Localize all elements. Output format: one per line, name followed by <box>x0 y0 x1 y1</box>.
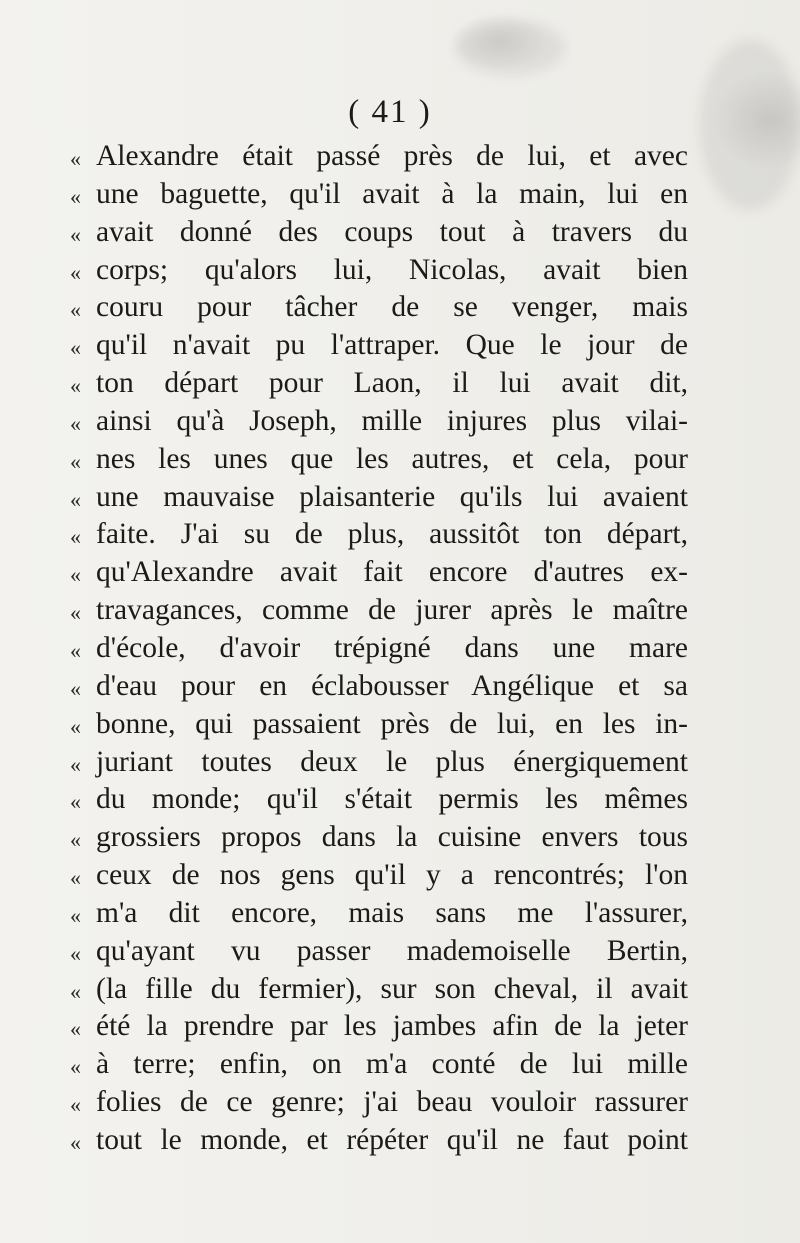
text-line-content: bonne, qui passaient près de lui, en les in- <box>96 707 688 740</box>
text-line <box>70 365 688 403</box>
guillemet-mark: « <box>70 221 81 247</box>
guillemet-mark: « <box>70 751 81 777</box>
text-line <box>70 327 688 365</box>
text-line-content: d'école, d'avoir trépigné dans une mare <box>96 631 688 664</box>
text-line-content: ton départ pour Laon, il lui avait dit, <box>96 367 688 400</box>
text-line <box>70 252 688 290</box>
text-line-content: faite. J'ai su de plus, aussitôt ton départ, <box>96 518 688 551</box>
text-line <box>70 214 688 252</box>
text-line-content: ainsi qu'à Joseph, mille injures plus vilai- <box>96 404 688 437</box>
text-line <box>70 971 688 1009</box>
guillemet-mark: « <box>70 902 81 928</box>
text-line <box>70 1046 688 1084</box>
text-line <box>70 138 688 176</box>
text-line <box>70 781 688 819</box>
guillemet-mark: « <box>70 637 81 663</box>
text-line-content: du monde; qu'il s'était permis les mêmes <box>96 783 688 816</box>
text-line <box>70 592 688 630</box>
text-line-content: folies de ce genre; j'ai beau vouloir rassurer <box>96 1086 688 1119</box>
paper-stain <box>455 20 565 75</box>
text-line <box>70 706 688 744</box>
text-line-content: grossiers propos dans la cuisine envers tous <box>96 821 688 854</box>
page-number: ( 41 ) <box>348 94 432 130</box>
guillemet-mark: « <box>70 1054 81 1080</box>
guillemet-mark: « <box>70 524 81 550</box>
text-line <box>70 1122 688 1160</box>
text-line-content: qu'il n'avait pu l'attraper. Que le jour de <box>96 329 688 362</box>
guillemet-mark: « <box>70 713 81 739</box>
text-line <box>70 1008 688 1046</box>
guillemet-mark: « <box>70 675 81 701</box>
guillemet-mark: « <box>70 1016 81 1042</box>
text-line-content: ceux de nos gens qu'il y a rencontrés; l'on <box>96 859 688 892</box>
text-line-content: été la prendre par les jambes afin de la jeter <box>96 1010 688 1043</box>
guillemet-mark: « <box>70 146 81 171</box>
guillemet-mark: « <box>70 297 81 323</box>
guillemet-mark: « <box>70 600 81 626</box>
guillemet-mark: « <box>70 562 81 588</box>
text-line <box>70 895 688 933</box>
text-line-content: d'eau pour en éclabousser Angélique et sa <box>96 669 688 702</box>
text-line <box>70 668 688 706</box>
text-line-content: qu'Alexandre avait fait encore d'autres ex- <box>96 556 688 589</box>
text-line <box>70 516 688 554</box>
guillemet-mark: « <box>70 1092 81 1118</box>
text-line-content: qu'ayant vu passer mademoiselle Bertin, <box>96 934 688 967</box>
text-line-content: une mauvaise plaisanterie qu'ils lui avaient <box>96 480 688 513</box>
text-line-content: à terre; enfin, on m'a conté de lui mille <box>96 1048 688 1081</box>
text-line-content: avait donné des coups tout à travers du <box>96 215 688 248</box>
text-line <box>70 441 688 479</box>
guillemet-mark: « <box>70 1129 81 1155</box>
guillemet-mark: « <box>70 827 81 853</box>
text-line <box>70 176 688 214</box>
guillemet-mark: « <box>70 183 81 209</box>
text-line <box>70 819 688 857</box>
guillemet-mark: « <box>70 373 81 399</box>
guillemet-mark: « <box>70 940 81 966</box>
guillemet-mark: « <box>70 448 81 474</box>
body-text <box>70 138 688 1160</box>
text-line-content: corps; qu'alors lui, Nicolas, avait bien <box>96 253 688 286</box>
text-line <box>70 554 688 592</box>
text-line <box>70 479 688 517</box>
text-line <box>70 630 688 668</box>
text-line-content: tout le monde, et répéter qu'il ne faut point <box>96 1123 688 1156</box>
text-line <box>70 744 688 782</box>
guillemet-mark: « <box>70 410 81 436</box>
text-line-content: (la fille du fermier), sur son cheval, il avait <box>96 972 688 1005</box>
text-line-content: Alexandre était passé près de lui, et avec <box>96 140 688 172</box>
guillemet-mark: « <box>70 486 81 512</box>
text-line <box>70 403 688 441</box>
guillemet-mark: « <box>70 335 81 361</box>
text-line <box>70 289 688 327</box>
guillemet-mark: « <box>70 789 81 815</box>
text-line-content: une baguette, qu'il avait à la main, lui en <box>96 177 688 210</box>
guillemet-mark: « <box>70 259 81 285</box>
text-line-content: juriant toutes deux le plus énergiquement <box>96 745 688 778</box>
text-line-content: nes les unes que les autres, et cela, pour <box>96 442 688 475</box>
text-line-content: m'a dit encore, mais sans me l'assurer, <box>96 896 688 929</box>
text-line <box>70 857 688 895</box>
text-line <box>70 1084 688 1122</box>
text-line <box>70 933 688 971</box>
text-line-content: travagances, comme de jurer après le maître <box>96 594 688 627</box>
guillemet-mark: « <box>70 865 81 891</box>
guillemet-mark: « <box>70 978 81 1004</box>
text-line-content: couru pour tâcher de se venger, mais <box>96 291 688 324</box>
